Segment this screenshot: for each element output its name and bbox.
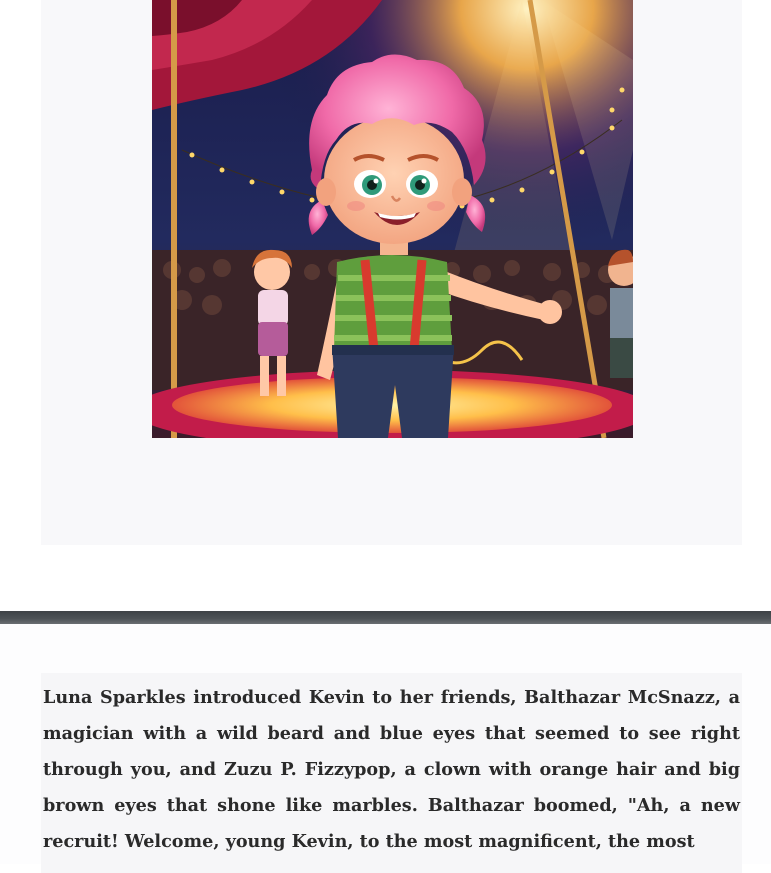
story-paragraph: Luna Sparkles introduced Kevin to her friends, Balthazar McSnazz, a magician with a wild beard and blue eyes that seemed to see right through you, and Zuzu P. Fizzypop, a clown with orange hair and big brown eyes that shone like marbles. Balthazar boomed, "Ah, a new recruit! Welcome, young Kevin, to the most magnificent, the most [43,687,740,852]
story-illustration [152,0,633,438]
story-image-card [41,0,742,545]
section-divider [0,611,771,624]
